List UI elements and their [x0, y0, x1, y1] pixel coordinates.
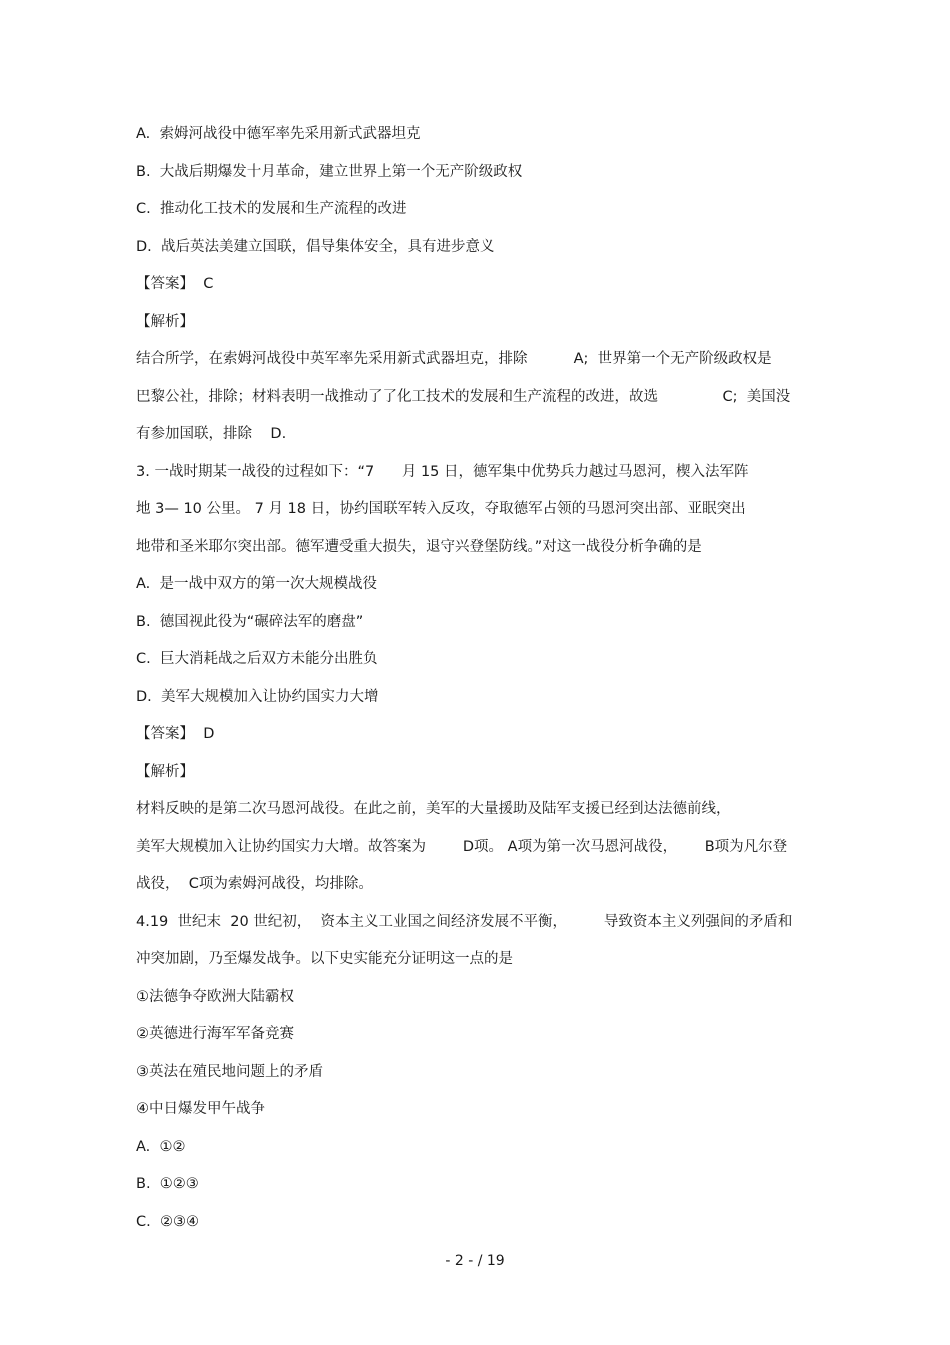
option-b: B. 德国视此役为“碾碎法军的磨盘” — [136, 614, 364, 630]
statement-2: ②英德进行海军军备竞赛 — [136, 1026, 294, 1042]
option-b: B. ①②③ — [136, 1176, 199, 1192]
text-line: 战役， C项为索姆河战役，均排除。 — [136, 876, 373, 892]
text-line: 结合所学，在索姆河战役中英军率先采用新式武器坦克，排除 A; 世界第一个无产阶级政权是 — [136, 351, 772, 367]
question-text: 冲突加剧，乃至爆发战争。以下史实能充分证明这一点的是 — [136, 951, 513, 967]
analysis-label: 【解析】 — [136, 314, 194, 330]
answer-label: 【答案】 C — [136, 276, 214, 292]
option-d: D. 美军大规模加入让协约国实力大增 — [136, 689, 379, 705]
text-line: 巴黎公社，排除；材料表明一战推动了了化工技术的发展和生产流程的改进，故选 C; 美国没 — [136, 389, 791, 405]
question-text: 地 3— 10 公里。 7 月 18 日，协约国联军转入反攻，夺取德军占领的马恩河突出部、亚眠突出 — [136, 501, 746, 517]
text-line: A. 索姆河战役中德军率先采用新式武器坦克 — [136, 126, 421, 142]
text-line: 材料反映的是第二次马恩河战役。在此之前，美军的大量援助及陆军支援已经到达法德前线， — [136, 801, 731, 817]
question-text: 4.19 世纪末 20 世纪初， 资本主义工业国之间经济发展不平衡， 导致资本主义列强间的矛盾和 — [136, 914, 793, 930]
question-text: 地带和圣米耶尔突出部。德军遭受重大损失，退守兴登堡防线。”对这一战役分析争确的是 — [136, 539, 702, 555]
question-text: 3. 一战时期某一战役的过程如下：“7 月 15 日，德军集中优势兵力越过马恩河，楔入法军阵 — [136, 464, 749, 480]
statement-3: ③英法在殖民地问题上的矛盾 — [136, 1064, 323, 1080]
statement-4: ④中日爆发甲午战争 — [136, 1101, 265, 1117]
text-line: 美军大规模加入让协约国实力大增。故答案为 D项。 A项为第一次马恩河战役， B项为凡尔登 — [136, 839, 788, 855]
option-a: A. 是一战中双方的第一次大规模战役 — [136, 576, 377, 592]
option-c: C. 巨大消耗战之后双方未能分出胜负 — [136, 651, 378, 667]
text-line: D. 战后英法美建立国联，倡导集体安全，具有进步意义 — [136, 239, 495, 255]
option-c: C. ②③④ — [136, 1214, 199, 1230]
statement-1: ①法德争夺欧洲大陆霸权 — [136, 989, 294, 1005]
text-line: B. 大战后期爆发十月革命，建立世界上第一个无产阶级政权 — [136, 164, 523, 180]
answer-label: 【答案】 D — [136, 726, 215, 742]
text-line: C. 推动化工技术的发展和生产流程的改进 — [136, 201, 407, 217]
page-number: - 2 - / 19 — [445, 1253, 505, 1269]
analysis-label: 【解析】 — [136, 764, 194, 780]
option-a: A. ①② — [136, 1139, 186, 1155]
text-line: 有参加国联，排除 D. — [136, 426, 287, 442]
